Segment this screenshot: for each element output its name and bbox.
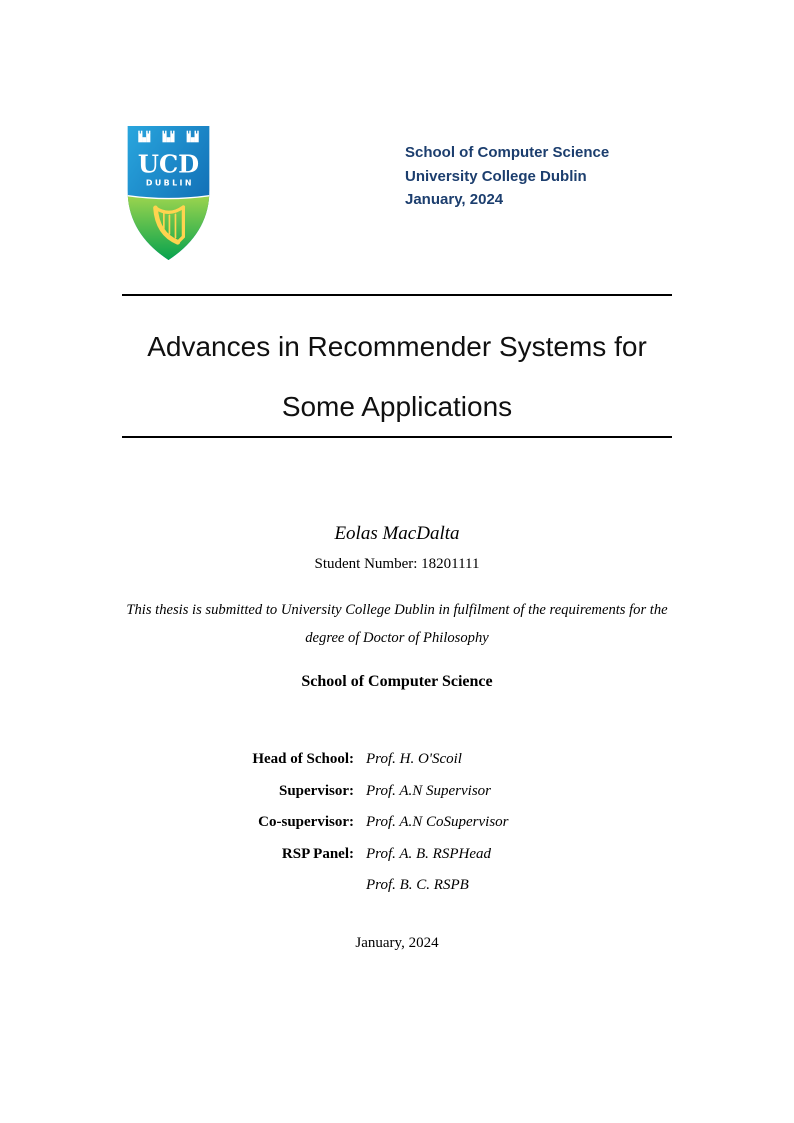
committee-value: Prof. A.N Supervisor: [366, 782, 492, 799]
author-name: Eolas MacDalta: [334, 523, 460, 544]
committee-label: Head of School:: [252, 751, 354, 767]
header-university: University College Dublin: [405, 167, 587, 185]
committee-label: RSP Panel:: [281, 845, 354, 862]
committee-row: [122, 870, 672, 902]
committee-row: [122, 807, 672, 839]
title-rule-top: [122, 294, 672, 296]
ucd-crest-logo: [122, 123, 215, 263]
header-school: School of Computer Science: [405, 144, 610, 161]
submission-statement-line-1: This thesis is submitted to University College Dublin in fulfilment of the requirements for the: [126, 602, 668, 618]
committee-value: Prof. A.N CoSupervisor: [366, 814, 509, 830]
committee-value: Prof. A. B. RSPHead: [366, 845, 491, 862]
committee-label: Supervisor:: [279, 782, 354, 799]
committee-row: [122, 839, 672, 871]
committee-table: [122, 744, 672, 902]
school-name: School of Computer Science: [301, 673, 493, 690]
header-info: [405, 141, 609, 212]
thesis-title-line-2: Some Applications: [281, 391, 513, 422]
logo-acronym-text: UCD: [137, 149, 200, 179]
committee-label: Co-supervisor:: [258, 814, 354, 830]
committee-row: [122, 744, 672, 776]
submission-statement: [117, 596, 677, 652]
logo-city-text: DUBLIN: [145, 178, 194, 188]
committee-value: Prof. H. O'Scoil: [366, 751, 462, 767]
committee-value: Prof. B. C. RSPB: [366, 877, 469, 893]
title-rule-bottom: [122, 436, 672, 438]
footer-date: January, 2024: [355, 935, 439, 951]
committee-label: [122, 870, 354, 902]
thesis-title-line-1: Advances in Recommender Systems for: [147, 331, 647, 362]
thesis-title: [62, 330, 732, 424]
student-number: Student Number: 18201111: [314, 556, 480, 572]
header-date: January, 2024: [405, 191, 504, 208]
submission-statement-line-2: degree of Doctor of Philosophy: [305, 630, 489, 646]
committee-row: [122, 776, 672, 808]
